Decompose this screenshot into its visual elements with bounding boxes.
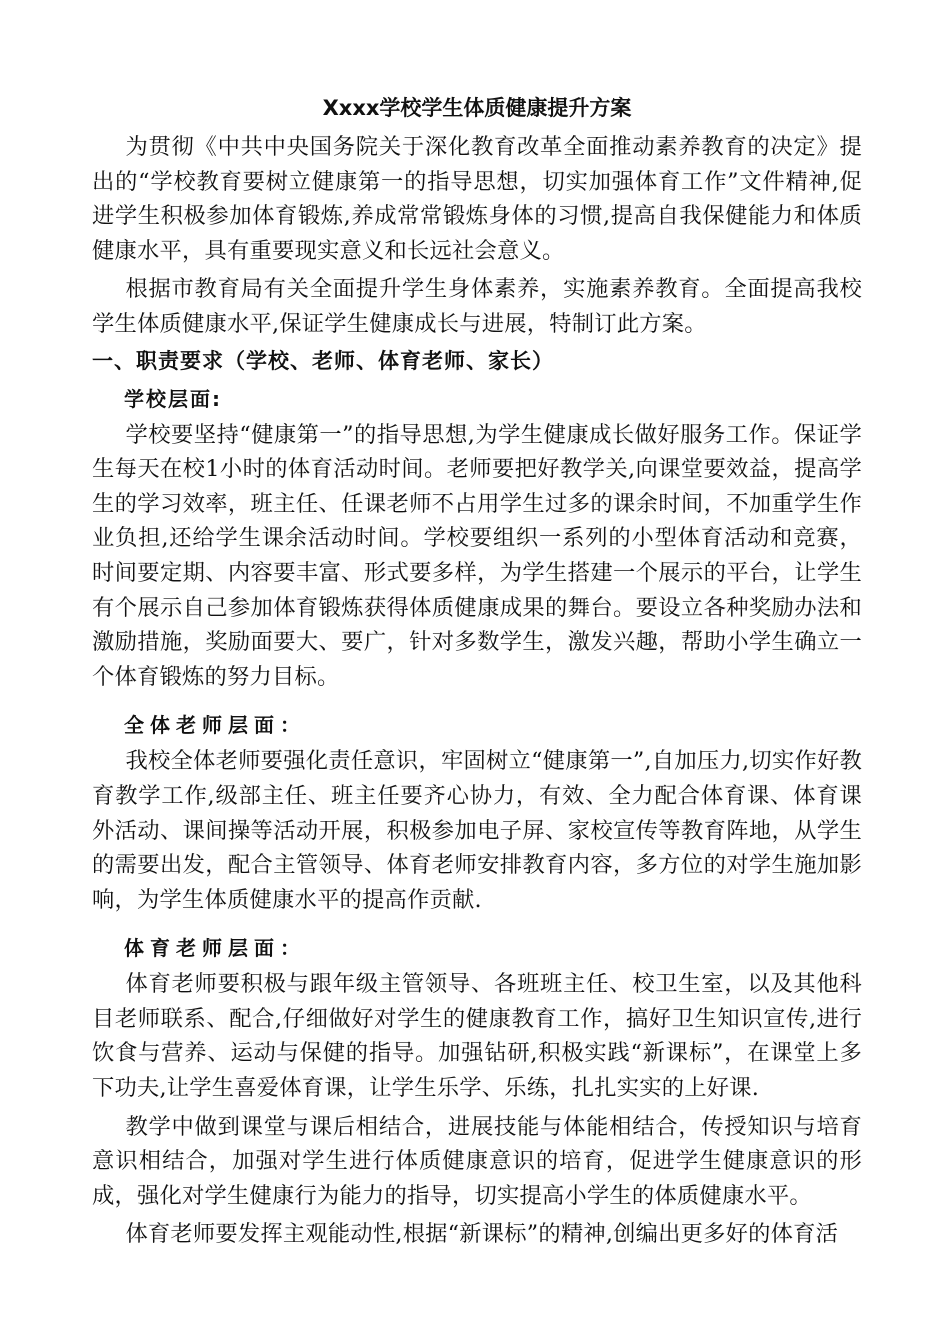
subheading-school-level: 学校层面:	[124, 386, 222, 411]
document-body	[92, 92, 862, 1252]
section-heading-responsibilities: 一、职责要求（学校、老师、体育老师、家长）	[92, 348, 554, 373]
intro-paragraph-1: 为贯彻《中共中央国务院关于深化教育改革全面推动素养教育的决定》提出的“学校教育要树立健康第一的指导思想，切实加强体育工作”文件精神,促进学生积极参加体育锻炼,养成常常锻炼身体的习惯,提高自我保健能力和体质健康水平，具有重要现实意义和长远社会意义。	[92, 134, 862, 264]
intro-paragraph-2: 根据市教育局有关全面提升学生身体素养，实施素养教育。全面提高我校学生体质健康水平,保证学生健康成长与进展，特制订此方案。	[92, 276, 862, 337]
pe-teachers-paragraph-3: 体育老师要发挥主观能动性,根据“新课标”的精神,创编出更多好的体育活	[125, 1221, 839, 1248]
pe-teachers-paragraph-2: 教学中做到课堂与课后相结合，进展技能与体能相结合，传授知识与培育意识相结合，加强对学生进行体质健康意识的培育，促进学生健康意识的形成，强化对学生健康行为能力的指导，切实提高小学生的体质健康水平。	[92, 1113, 862, 1209]
teachers-level-paragraph: 我校全体老师要强化责任意识，牢固树立“健康第一”,自加压力,切实作好教育教学工作,级部主任、班主任要齐心协力，有效、全力配合体育课、体育课外活动、课间操等活动开展，积极参加电子屏、家校宣传等教育阵地，从学生的需要出发，配合主管领导、体育老师安排教育内容，多方位的对学生施加影响，为学生体质健康水平的提高作贡献.	[92, 748, 862, 913]
school-level-paragraph: 学校要坚持“健康第一”的指导思想,为学生健康成长做好服务工作。保证学生每天在校1小时的体育活动时间。老师要把好教学关,向课堂要效益，提高学生的学习效率，班主任、任课老师不占用学生过多的课余时间，不加重学生作业负担,还给学生课余活动时间。学校要组织一系列的小型体育活动和竞赛，时间要定期、内容要丰富、形式要多样，为学生搭建一个展示的平台，让学生有个展示自己参加体育锻炼获得体质健康成果的舞台。要设立各种奖励办法和激励措施，奖励面要大、要广，针对多数学生，激发兴趣，帮助小学生确立一个体育锻炼的努力目标。	[92, 421, 862, 690]
pe-teachers-paragraph-1: 体育老师要积极与跟年级主管领导、各班班主任、校卫生室，以及其他科目老师联系、配合,仔细做好对学生的健康教育工作，搞好卫生知识宣传,进行饮食与营养、运动与保健的指导。加强钻研,积极实践“新课标”，在课堂上多下功夫,让学生喜爱体育课，让学生乐学、乐练，扎扎实实的上好课.	[92, 971, 862, 1102]
subheading-teachers-level: 全体老师层面：	[124, 713, 306, 738]
subheading-pe-teachers-level: 体育老师层面：	[124, 936, 306, 961]
document-title: Xxxx学校学生体质健康提升方案	[322, 96, 632, 120]
